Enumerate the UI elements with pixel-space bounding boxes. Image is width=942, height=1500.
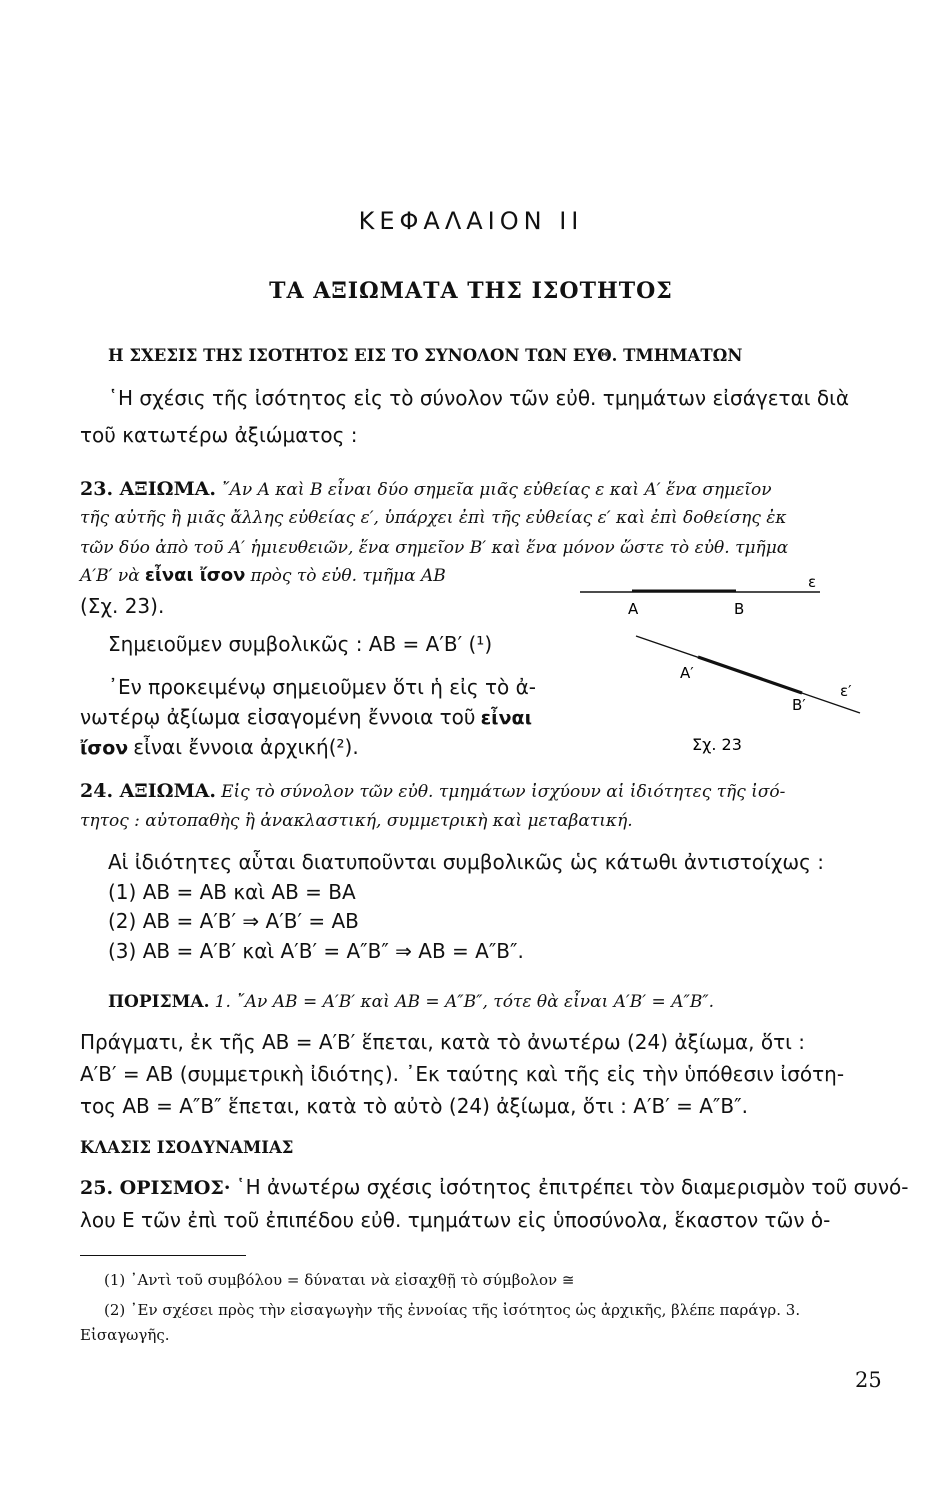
page-number: 25 bbox=[855, 1368, 882, 1392]
figure-caption: Σχ. 23 bbox=[692, 735, 742, 754]
figure-23 bbox=[570, 560, 870, 760]
axiom-23-line-3: τῶν δύο ἀπὸ τοῦ Α′ ἡμιευθειῶν, ἕνα σημεῖον Β′ καὶ ἕνα μόνον ὥστε τὸ εὐθ. τμῆμα bbox=[80, 538, 789, 558]
footnote-2: (2) ᾿Εν σχέσει πρὸς τὴν εἰσαγωγὴν τῆς ἐννοίας τῆς ἰσότητος ὡς ἀρχικῆς, βλέπε παράγρ. 3. bbox=[104, 1301, 801, 1319]
porisma-proof-1: Πράγματι, ἐκ τῆς ΑΒ = Α′Β′ ἕπεται, κατὰ τὸ ἀνωτέρω (24) ἀξίωμα, ὅτι : bbox=[80, 1030, 806, 1054]
axiom-23-line-5: (Σχ. 23). bbox=[80, 594, 165, 618]
porisma-label: ΠΟΡΙΣΜΑ. bbox=[108, 992, 210, 1012]
label-B: Β bbox=[734, 600, 745, 618]
axiom-23-remark-3 bbox=[80, 735, 359, 759]
definition-25-line-2: λου Ε τῶν ἐπὶ τοῦ ἐπιπέδου εὐθ. τμημάτων εἰς ὑποσύνολα, ἕκαστον τῶν ὁ- bbox=[80, 1208, 831, 1232]
axiom-24-line-1 bbox=[80, 780, 785, 802]
section-heading: Η ΣΧΕΣΙΣ ΤΗΣ ΙΣΟΤΗΤΟΣ ΕΙΣ ΤΟ ΣΥΝΟΛΟΝ ΤΩΝ ΕΥΘ. ΤΜΗΜΑΤΩΝ bbox=[108, 346, 743, 365]
chapter-heading: ΚΕΦΑΛΑΙΟΝ ΙΙ bbox=[358, 207, 584, 235]
property-1: (1) ΑΒ = ΑΒ καὶ ΑΒ = ΒΑ bbox=[108, 880, 356, 904]
axiom-23-line-2: τῆς αὐτῆς ἢ μιᾶς ἄλλης εὐθείας ε′, ὑπάρχει ἐπὶ τῆς εὐθείας ε′ καὶ ἐπὶ δοθείσης ἐκ bbox=[80, 508, 787, 528]
intro-line-2: τοῦ κατωτέρω ἀξιώματος : bbox=[80, 423, 358, 447]
axiom-23-remark-2 bbox=[80, 705, 532, 729]
axiom-23-label: 23. ΑΞΙΩΜΑ. bbox=[80, 478, 216, 500]
definition-25-line-1 bbox=[80, 1175, 908, 1199]
axiom-24-label: 24. ΑΞΙΩΜΑ. bbox=[80, 780, 216, 802]
property-3: (3) ΑΒ = Α′Β′ καὶ Α′Β′ = Α″Β″ ⇒ ΑΒ = Α″Β″. bbox=[108, 939, 524, 963]
axiom-24-line-3: Αἱ ἰδιότητες αὗται διατυποῦνται συμβολικῶς ὡς κάτωθι ἀντιστοίχως : bbox=[108, 850, 824, 874]
porisma-line bbox=[108, 992, 714, 1012]
property-2: (2) ΑΒ = Α′Β′ ⇒ Α′Β′ = ΑΒ bbox=[108, 909, 359, 933]
porisma-statement: 1. ῎Αν ΑΒ = Α′Β′ καὶ ΑΒ = Α″Β″, τότε θὰ εἶναι Α′Β′ = Α″Β″. bbox=[214, 992, 715, 1012]
footnote-2-continued: Εἰσαγωγῆς. bbox=[80, 1326, 170, 1344]
definition-25-text-1: ῾Η ἀνωτέρω σχέσις ἰσότητος ἐπιτρέπει τὸν διαμερισμὸν τοῦ συνό- bbox=[235, 1175, 909, 1199]
axiom-23-text-4c: πρὸς τὸ εὐθ. τμῆμα ΑΒ bbox=[250, 566, 446, 586]
label-A-prime: Α′ bbox=[680, 664, 694, 682]
axiom-23-text-1: ῎Αν Α καὶ Β εἶναι δύο σημεῖα μιᾶς εὐθείας ε καὶ Α′ ἕνα σημεῖον bbox=[221, 480, 772, 500]
axiom-23-remark-3b: εἶναι ἔννοια ἀρχική(²). bbox=[133, 735, 359, 759]
porisma-proof-3: τος ΑΒ = Α″Β″ ἕπεται, κατὰ τὸ αὐτὸ (24) ἀξίωμα, ὅτι : Α′Β′ = Α″Β″. bbox=[80, 1094, 748, 1118]
definition-25-label: 25. ΟΡΙΣΜΟΣ· bbox=[80, 1177, 231, 1199]
chapter-title: ΤΑ ΑΞΙΩΜΑΤΑ ΤΗΣ ΙΣΟΤΗΤΟΣ bbox=[269, 278, 673, 304]
axiom-23-line-4 bbox=[80, 565, 446, 586]
label-e: ε bbox=[808, 573, 817, 591]
label-A: Α bbox=[628, 600, 639, 618]
porisma-proof-2: Α′Β′ = ΑΒ (συμμετρικὴ ἰδιότης). ᾿Εκ ταύτης καὶ τῆς εἰς τὴν ὑπόθεσιν ἰσότη- bbox=[80, 1062, 845, 1086]
label-B-prime: Β′ bbox=[792, 696, 806, 714]
axiom-23-remark-2b: εἶναι bbox=[480, 707, 532, 729]
axiom-23-text-4a: Α′Β′ νὰ bbox=[80, 566, 140, 586]
axiom-23-remark-1: ᾿Εν προκειμένῳ σημειοῦμεν ὅτι ἡ εἰς τὸ ἀ- bbox=[108, 675, 536, 699]
label-e-prime: ε′ bbox=[840, 682, 852, 700]
segment-A2B2 bbox=[698, 657, 802, 693]
axiom-24-text-1: Εἰς τὸ σύνολον τῶν εὐθ. τμημάτων ἰσχύουν αἱ ἰδιότητες τῆς ἰσό- bbox=[221, 782, 786, 802]
axiom-24-line-2: τητος : αὐτοπαθὴς ἢ ἀνακλαστική, συμμετρικὴ καὶ μεταβατική. bbox=[80, 811, 633, 831]
intro-line-1: ῾Η σχέσις τῆς ἰσότητος εἰς τὸ σύνολον τῶν εὐθ. τμημάτων εἰσάγεται διὰ bbox=[108, 386, 850, 410]
axiom-23-text-4b: εἶναι ἴσον bbox=[144, 565, 246, 586]
klasis-heading: ΚΛΑΣΙΣ ΙΣΟΔΥΝΑΜΙΑΣ bbox=[80, 1138, 294, 1157]
axiom-23-remark-3a: ἴσον bbox=[80, 737, 129, 759]
footnote-rule bbox=[80, 1255, 246, 1256]
axiom-23-symbolic: Σημειοῦμεν συμβολικῶς : ΑΒ = Α′Β′ (¹) bbox=[108, 632, 493, 656]
axiom-23-remark-2a: νωτέρῳ ἀξίωμα εἰσαγομένη ἔννοια τοῦ bbox=[80, 705, 476, 729]
axiom-23-line-1 bbox=[80, 478, 772, 500]
footnote-1: (1) ᾿Αντὶ τοῦ συμβόλου = δύναται νὰ εἰσαχθῇ τὸ σύμβολον ≅ bbox=[104, 1271, 575, 1289]
